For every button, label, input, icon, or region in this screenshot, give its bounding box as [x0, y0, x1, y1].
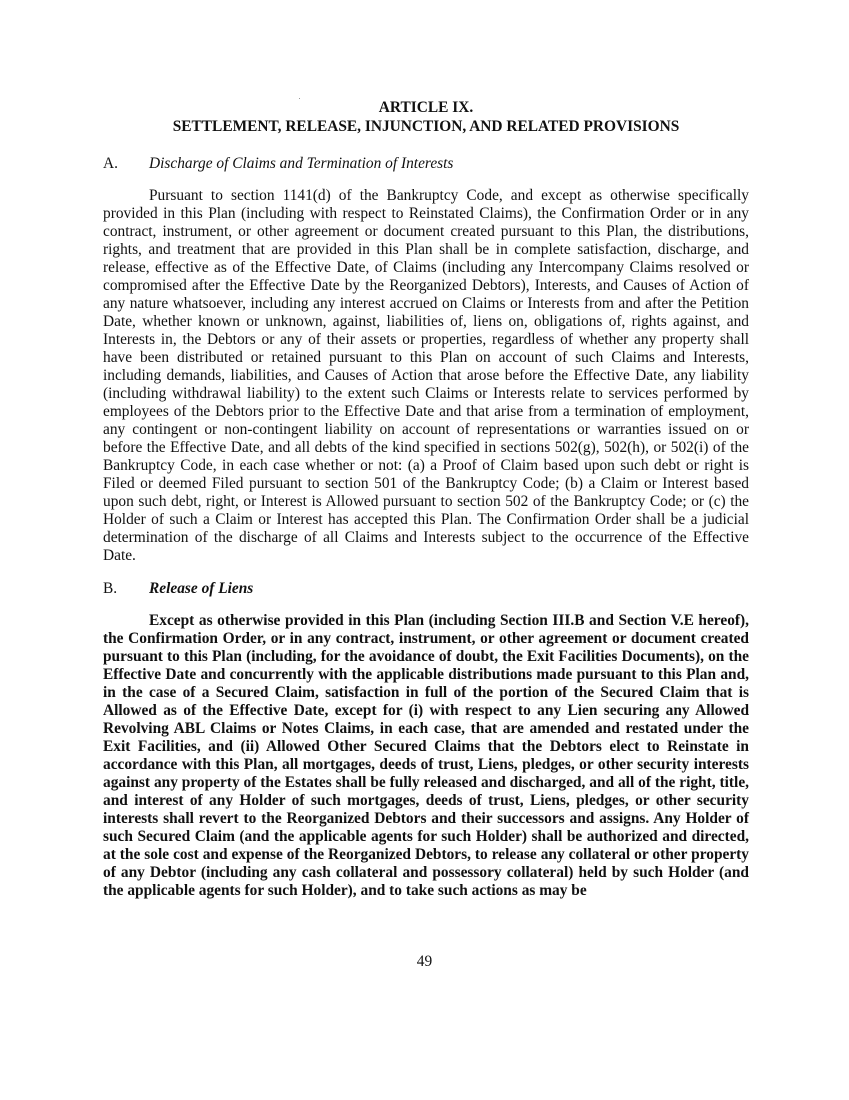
section-a-body: Pursuant to section 1141(d) of the Bankruptcy Code, and except as otherwise specifically provided in this Plan (including with respect to Reinstated Claims), the Confirmation Order or in any contract, instrument, or other agreement or document created pursuant to this Plan, the distributions, rights, and treatment that are provided in this Plan shall be in complete satisfaction, discharge, and release, effective as of the Effective Date, of Claims (including any Intercompany Claims resolved or compromised after the Effective Date by the Reorganized Debtors), Interests, and Causes of Action of any nature whatsoever, including any interest accrued on Claims or Interests from and after the Petition Date, whether known or unknown, against, liabilities of, liens on, obligations of, rights against, and Interests in, the Debtors or any of their assets or properties, regardless of whether any property shall have been distributed or retained pursuant to this Plan on account of such Claims and Interests, including demands, liabilities, and Causes of Action that arose before the Effective Date, any liability (including withdrawal liability) to the extent such Claims or Interests relate to services performed by employees of the Debtors prior to the Effective Date and that arise from a termination of employment, any contingent or non-contingent liability on account of representations or warranties issued on or before the Effective Date, and all debts of the kind specified in sections 502(g), 502(h), or 502(i) of the Bankruptcy Code, in each case whether or not: (a) a Proof of Claim based upon such debt or right is Filed or deemed Filed pursuant to section 501 of the Bankruptcy Code; (b) a Claim or Interest based upon such debt, right, or Interest is Allowed pursuant to section 502 of the Bankruptcy Code; or (c) the Holder of such a Claim or Interest has accepted this Plan. The Confirmation Order shall be a judicial determination of the discharge of all Claims and Interests subject to the occurrence of the Effective Date. [103, 187, 749, 564]
section-a-heading [103, 154, 749, 173]
page-number: 49 [416, 953, 433, 970]
section-a-title: Discharge of Claims and Termination of Interests [149, 155, 454, 172]
section-a-letter: A. [103, 155, 118, 172]
section-b-body: Except as otherwise provided in this Plan (including Section III.B and Section V.E hereof), the Confirmation Order, or in any contract, instrument, or other agreement or document created pursuant to this Plan (including, for the avoidance of doubt, the Exit Facilities Documents), on the Effective Date and concurrently with the applicable distributions made pursuant to this Plan and, in the case of a Secured Claim, satisfaction in full of the portion of the Secured Claim that is Allowed as of the Effective Date, except for (i) with respect to any Lien securing any Allowed Revolving ABL Claims or Notes Claims, in each case, that are amended and restated under the Exit Facilities, and (ii) Allowed Other Secured Claims that the Debtors elect to Reinstate in accordance with this Plan, all mortgages, deeds of trust, Liens, pledges, or other security interests against any property of the Estates shall be fully released and discharged, and all of the right, title, and interest of any Holder of such mortgages, deeds of trust, Liens, pledges, or other security interests shall revert to the Reorganized Debtors and their successors and assigns. Any Holder of such Secured Claim (and the applicable agents for such Holder) shall be authorized and directed, at the sole cost and expense of the Reorganized Debtors, to release any collateral or other property of any Debtor (including any cash collateral and possessory collateral) held by such Holder (and the applicable agents for such Holder), and to take such actions as may be [103, 612, 749, 899]
section-b-heading [103, 579, 749, 598]
article-number: ARTICLE IX. [378, 99, 474, 116]
section-b-title: Release of Liens [149, 580, 254, 597]
section-b-letter: B. [103, 580, 118, 597]
article-title: SETTLEMENT, RELEASE, INJUNCTION, AND RELATED PROVISIONS [172, 118, 680, 135]
document-page [103, 98, 749, 900]
